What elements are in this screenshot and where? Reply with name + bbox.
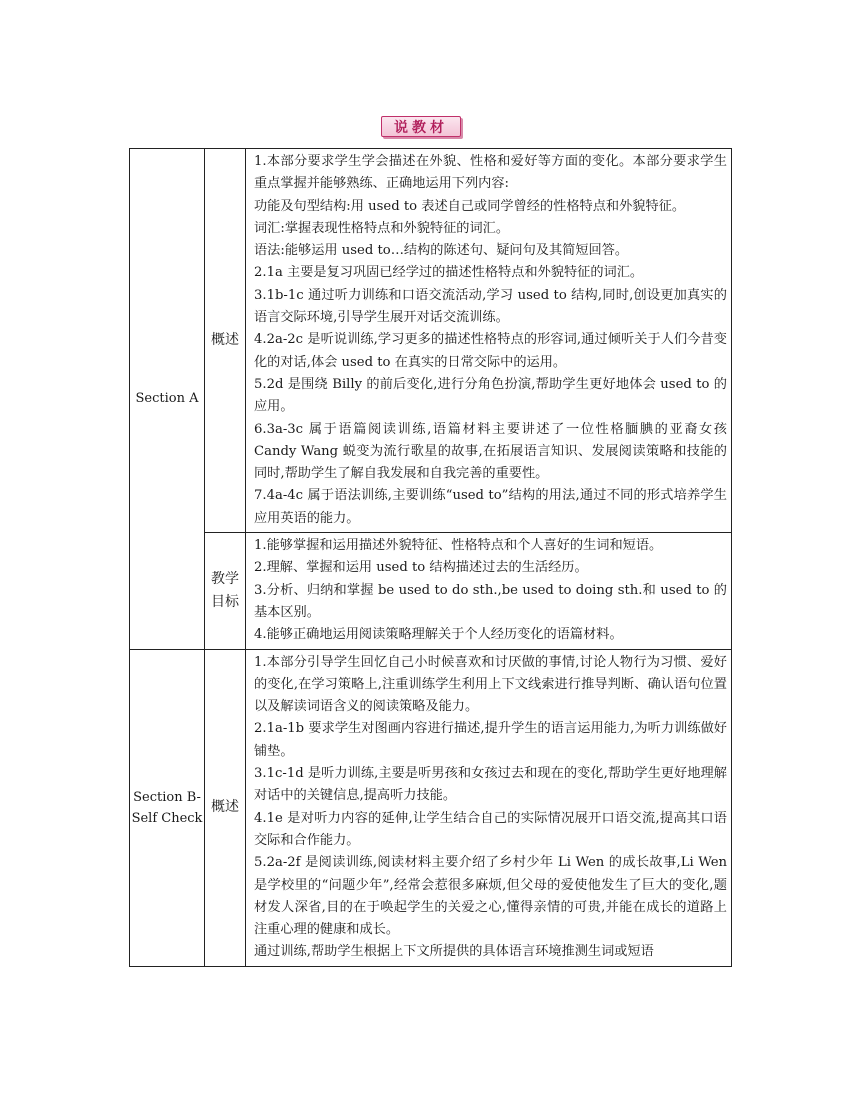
- content-line: 4.2a-2c 是听说训练,学习更多的描述性格特点的形容词,通过倾听关于人们今昔变化的对话,体会 used to 在真实的日常交际中的运用。: [254, 332, 727, 370]
- content-line: 5.2d 是围绕 Billy 的前后变化,进行分角色扮演,帮助学生更好地体会 used to 的应用。: [254, 376, 727, 415]
- row-label-cell: [205, 649, 246, 966]
- content-line: 词汇:掌握表现性格特点和外貌特征的词汇。: [254, 220, 510, 236]
- row-label-teaching-goals: 教学目标: [211, 570, 239, 610]
- table-row: [130, 149, 732, 533]
- content-line: 1.本部分引导学生回忆自己小时候喜欢和讨厌做的事情,讨论人物行为习惯、爱好的变化,在学习策略上,注重训练学生利用上下文线索进行推导判断、确认语句位置以及解读词语含义的阅读策略及能力。: [254, 654, 727, 715]
- lesson-analysis-table: [129, 148, 732, 967]
- section-b-label: Section B-Self Check: [131, 789, 203, 826]
- table-row: [130, 533, 732, 649]
- content-line: 6.3a-3c 属于语篇阅读训练,语篇材料主要讲述了一位性格腼腆的亚裔女孩 Candy Wang 蜕变为流行歌星的故事,在拓展语言知识、发展阅读策略和技能的同时,帮助学生了解自我发展和自我完善的重要性。: [254, 421, 727, 482]
- content-line: 5.2a-2f 是阅读训练,阅读材料主要介绍了乡村少年 Li Wen 的成长故事,Li Wen 是学校里的“问题少年”,经常会惹很多麻烦,但父母的爱使他发生了巨大的变化,题材发人深省,目的在于唤起学生的关爱之心,懂得亲情的可贵,并能在成长的道路上注重心理的健康和成长。: [254, 855, 727, 938]
- section-a-label-cell: [130, 149, 205, 650]
- table-row: [130, 649, 732, 966]
- content-cell: [246, 149, 732, 533]
- section-title-badge: [381, 116, 461, 137]
- content-line: 7.4a-4c 属于语法训练,主要训练“used to”结构的用法,通过不同的形式培养学生应用英语的能力。: [254, 488, 727, 526]
- row-label-cell: [205, 149, 246, 533]
- content-line: 3.分析、归纳和掌握 be used to do sth.,be used to doing sth.和 used to 的基本区别。: [254, 582, 727, 620]
- content-line: 语法:能够运用 used to…结构的陈述句、疑问句及其简短回答。: [254, 243, 629, 259]
- content-line: 1.本部分要求学生学会描述在外貌、性格和爱好等方面的变化。本部分要求学生重点掌握并能够熟练、正确地运用下列内容:: [254, 154, 727, 192]
- row-label-overview: 概述: [211, 799, 239, 816]
- section-b-label-cell: [130, 649, 205, 966]
- content-line: 2.理解、掌握和运用 used to 结构描述过去的生活经历。: [254, 560, 588, 576]
- content-line: 1.能够掌握和运用描述外貌特征、性格特点和个人喜好的生词和短语。: [254, 538, 663, 554]
- content-cell: [246, 649, 732, 966]
- section-title: 说教材: [394, 119, 448, 136]
- row-label-cell: [205, 533, 246, 649]
- content-line: 2.1a-1b 要求学生对图画内容进行描述,提升学生的语言运用能力,为听力训练做好铺垫。: [254, 721, 727, 759]
- content-line: 3.1b-1c 通过听力训练和口语交流活动,学习 used to 结构,同时,创设更加真实的语言交际环境,引导学生展开对话交流训练。: [254, 287, 727, 326]
- content-line: 2.1a 主要是复习巩固已经学过的描述性格特点和外貌特征的词汇。: [254, 265, 644, 281]
- content-line: 4.能够正确地运用阅读策略理解关于个人经历变化的语篇材料。: [254, 627, 623, 643]
- content-line: 功能及句型结构:用 used to 表述自己或同学曾经的性格特点和外貌特征。: [254, 198, 686, 214]
- section-a-label: Section A: [135, 391, 199, 407]
- content-cell: [246, 533, 732, 649]
- row-label-overview: 概述: [211, 332, 239, 349]
- content-line: 4.1e 是对听力内容的延伸,让学生结合自己的实际情况展开口语交流,提高其口语交际和合作能力。: [254, 810, 727, 848]
- content-line: 通过训练,帮助学生根据上下文所提供的具体语言环境推测生词或短语: [254, 944, 654, 960]
- content-line: 3.1c-1d 是听力训练,主要是听男孩和女孩过去和现在的变化,帮助学生更好地理解对话中的关键信息,提高听力技能。: [254, 766, 727, 804]
